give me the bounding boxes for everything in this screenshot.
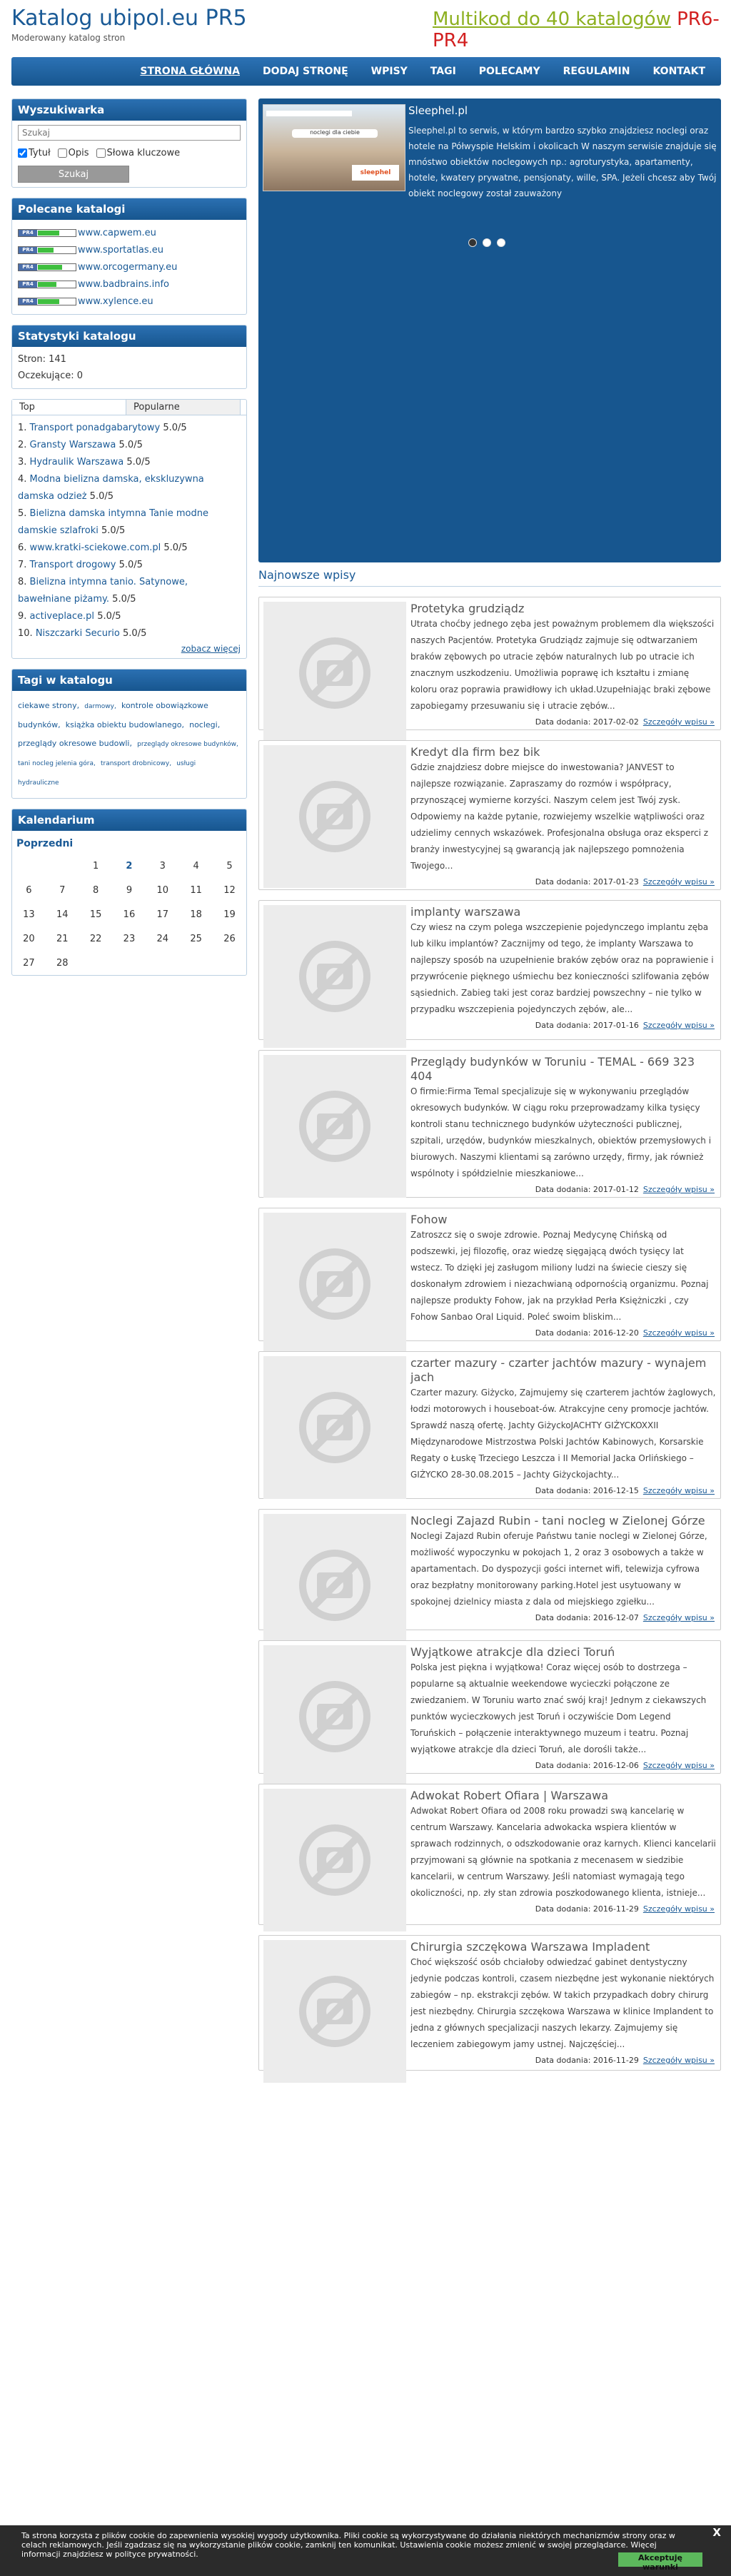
list-item-score: 5.0/5	[101, 525, 126, 536]
entry-date-label: Data dodania:	[535, 1328, 591, 1338]
tag-link[interactable]: noclegi,	[189, 720, 221, 729]
calendar-table	[12, 854, 246, 975]
list-item	[18, 420, 241, 437]
pagerank-badge	[18, 246, 76, 254]
calendar-day: 1	[92, 860, 99, 872]
tag-link[interactable]: tani nocleg jelenia góra,	[18, 760, 96, 767]
list-item-score: 5.0/5	[126, 457, 151, 468]
entry-date: 2017-01-16	[593, 1021, 639, 1030]
entry-card	[258, 900, 721, 1040]
calendar-day: 14	[56, 909, 69, 920]
entry-details-link[interactable]: Szczegóły wpisu »	[642, 1021, 715, 1030]
tab-top[interactable]: Top	[12, 400, 126, 415]
stat-waiting: Oczekujące: 0	[18, 370, 84, 381]
recommended-title: Polecane katalogi	[12, 198, 246, 220]
calendar-day: 27	[23, 957, 35, 969]
list-item-score: 5.0/5	[97, 611, 121, 622]
calendar-week	[12, 878, 246, 902]
tag-link[interactable]: usługi hydrauliczne	[18, 760, 196, 787]
slide-text: Sleephel.pl to serwis, w którym bardzo szybko znajdziesz noclegi oraz hotele na Półwyspie Helskim i okolicach W naszym serwisie znajduje się mnóstwo obiektów noclegowych np.: agroturystyka, apartamenty, hotele, kwatery prywatne, pensjonaty, wille, SPA. Jeżeli chcesz aby Twój obiekt noclegowy został zauważony	[408, 126, 717, 198]
pagerank-bar	[38, 282, 56, 287]
entry-details-link[interactable]: Szczegóły wpisu »	[642, 1761, 715, 1770]
calendar-day: 25	[190, 933, 202, 944]
calendar-day: 7	[59, 884, 66, 896]
header	[0, 0, 731, 49]
entry-details-link[interactable]: Szczegóły wpisu »	[642, 717, 715, 727]
list-item-number: 6.	[18, 542, 27, 553]
list-item	[18, 505, 241, 540]
entry-details-link[interactable]: Szczegóły wpisu »	[642, 1904, 715, 1914]
pagerank-bar	[38, 299, 59, 304]
nav-recommended[interactable]: POLECAMY	[478, 66, 540, 77]
tags-title: Tagi w katalogu	[12, 670, 246, 691]
tag-link[interactable]: kontrole obowiązkowe budynków,	[18, 701, 208, 729]
list-item-score: 5.0/5	[163, 423, 187, 433]
calendar-day: 11	[190, 884, 202, 896]
entry-date: 2017-01-12	[593, 1185, 639, 1194]
entry-details-link[interactable]: Szczegóły wpisu »	[642, 1613, 715, 1622]
no-image-icon[interactable]	[263, 1356, 406, 1499]
entry-date: 2016-12-06	[593, 1761, 639, 1770]
nav-add-site[interactable]: DODAJ STRONĘ	[263, 66, 348, 77]
tag-link[interactable]: przeglądy okresowe budynków,	[137, 741, 238, 748]
check-title-text: Tytuł	[29, 148, 51, 158]
sidebar	[11, 99, 247, 986]
recommended-link[interactable]: www.capwem.eu	[78, 227, 156, 238]
entry-title[interactable]: czarter mazury - czarter jachtów mazury - wynajem jach	[410, 1356, 707, 1384]
no-image-icon[interactable]	[263, 1055, 406, 1198]
calendar-week	[12, 926, 246, 951]
list-item	[18, 574, 241, 608]
check-desc-text: Opis	[68, 148, 89, 158]
list-item-link[interactable]: Bielizna damska intymna Tanie modne damskie szlafroki	[18, 508, 208, 536]
site-title[interactable]: Katalog ubipol.eu PR5	[11, 6, 247, 31]
check-keywords-label[interactable]	[96, 148, 181, 158]
calendar-day: 21	[56, 933, 69, 944]
entry-details-link[interactable]: Szczegóły wpisu »	[642, 877, 715, 887]
nav-tags[interactable]: TAGI	[430, 66, 456, 77]
entry-text: O firmie:Firma Temal specjalizuje się w wykonywaniu przeglądów okresowych budynków. W ciągu roku przeprowadzamy kilka tysięcy kontroli stanu technicznego budynków użyteczności publicznej, szpitali, urzędów, budynków mieszkalnych, obiektów przemysłowych i biurowych. Naszymi klientami są zarówno urzędy, firmy, jak również wspólnoty i spółdzielnie mieszkaniowe...	[410, 1086, 712, 1178]
list-item-score: 5.0/5	[112, 594, 136, 605]
toplist-more-link[interactable]: zobacz więcej	[181, 644, 241, 654]
calendar-box	[11, 809, 247, 976]
slide-image-logo: sleephel	[352, 165, 399, 181]
entry-title[interactable]: Kredyt dla firm bez bik	[410, 745, 540, 759]
entry-details-link[interactable]: Szczegóły wpisu »	[642, 1328, 715, 1338]
tag-link[interactable]: przeglądy okresowe budowli,	[18, 739, 132, 748]
pagerank-badge	[18, 229, 76, 237]
pagerank-label: PR4	[19, 281, 37, 288]
calendar-day	[113, 951, 146, 975]
no-image-icon[interactable]	[263, 602, 406, 744]
calendar-day: 20	[23, 933, 35, 944]
no-image-icon[interactable]	[263, 1645, 406, 1788]
entry-date-label: Data dodania:	[535, 1185, 591, 1194]
recommended-item	[18, 276, 241, 293]
calendar-day: 23	[123, 933, 136, 944]
calendar-title: Kalendarium	[12, 809, 246, 831]
pagerank-badge	[18, 298, 76, 305]
entry-text: Gdzie znajdziesz dobre miejsce do inwestowania? JANVEST to najlepsze rozwiązanie. Zapraszamy do rozmów i współpracy, przynoszącej wymierne korzyści. Naszym celem jest Twój zysk. Odpowiemy na każde pytanie, rozwiejemy wszelkie wątpliwości oraz udzielimy cennych wskazówek. Profesjonalna obsługa oraz eksperci z branży inwestycyjnej są gwarancją jak najlepszego pomnożenia Twojego...	[410, 762, 709, 871]
entry-details-link[interactable]: Szczegóły wpisu »	[642, 1486, 715, 1495]
recommended-item	[18, 258, 241, 276]
entry-date: 2016-11-29	[593, 2056, 639, 2065]
search-input[interactable]	[18, 125, 241, 141]
entry-card	[258, 1050, 721, 1198]
tag-link[interactable]: darmowy,	[84, 703, 116, 710]
slider-dot-2[interactable]	[483, 238, 491, 247]
nav-home[interactable]: STRONA GŁÓWNA	[140, 66, 240, 77]
entry-date-label: Data dodania:	[535, 2056, 591, 2065]
calendar-day	[46, 854, 79, 878]
slider-dot-3[interactable]	[497, 238, 505, 247]
calendar-day	[146, 951, 179, 975]
check-title-label[interactable]	[18, 148, 51, 158]
list-item	[18, 540, 241, 557]
list-item-number: 3.	[18, 457, 27, 468]
entry-text: Utrata choćby jednego zęba jest poważnym problemem dla większości naszych Pacjentów. Protetyka Grudziądz zajmuje się odtwarzaniem braków zębowych po utracie zębów naturalnych lub po utracie ich znacznym uszkodzeniu. Umożliwia poprawę ich kształtu i zmianę koloru oraz poprawia prawidłowy ich układ.Uzupełniając braki zębowe zapobiegamy przesuwaniu się i utracie zębów...	[410, 619, 715, 711]
entry-date-label: Data dodania:	[535, 877, 591, 887]
no-image-icon[interactable]	[263, 1940, 406, 2083]
list-item-link[interactable]: Bielizna intymna tanio. Satynowe, bawełniane piżamy.	[18, 577, 188, 605]
check-keywords-text: Słowa kluczowe	[106, 148, 181, 158]
calendar-day: 22	[89, 933, 102, 944]
pagerank-label: PR4	[19, 298, 37, 305]
search-box-title: Wyszukiwarka	[12, 99, 246, 121]
list-item-number: 4.	[18, 474, 27, 485]
search-button[interactable]: Szukaj	[18, 166, 129, 183]
search-box	[11, 99, 247, 188]
calendar-day: 4	[193, 860, 199, 872]
pagerank-badge	[18, 281, 76, 288]
list-item	[18, 608, 241, 625]
entry-text: Choć większość osób chciałoby odwiedzać gabinet dentystyczny jedynie podczas kontroli, czasem niezbędne jest wykonanie niektórych zabiegów – np. ekstrakcji zębów. W takich przypadkach dobry chirurg jest niezbędny. Chirurgia szczękowa Warszawa w klinice Implandent to jedna z głównych specjalizacji naszych lekarzy. Zajmujemy się leczeniem zabiegowym jamy ustnej. Najczęściej...	[410, 1957, 715, 2049]
entry-date: 2017-01-23	[593, 877, 639, 887]
close-icon[interactable]: X	[712, 2526, 721, 2539]
list-item-score: 5.0/5	[119, 440, 143, 450]
recommended-link[interactable]: www.badbrains.info	[78, 278, 170, 290]
no-image-icon[interactable]	[263, 1213, 406, 1355]
entry-card	[258, 740, 721, 890]
list-item-link[interactable]: Transport ponadgabarytowy	[29, 423, 161, 433]
pagerank-label: PR4	[19, 230, 37, 236]
list-item-score: 5.0/5	[89, 491, 114, 502]
entry-title[interactable]: Protetyka grudziądz	[410, 602, 525, 615]
entry-card	[258, 1351, 721, 1499]
entry-date-label: Data dodania:	[535, 1486, 591, 1495]
list-item-number: 1.	[18, 423, 27, 433]
nav-entries[interactable]: WPISY	[370, 66, 408, 77]
entry-date-label: Data dodania:	[535, 1761, 591, 1770]
tag-link[interactable]: transport drobnicowy,	[100, 760, 172, 767]
no-image-icon[interactable]	[263, 905, 406, 1048]
pagerank-bar	[38, 231, 59, 236]
calendar-day: 28	[56, 957, 69, 969]
cookie-bar	[0, 2525, 731, 2576]
entry-card	[258, 1935, 721, 2071]
calendar-prev-link[interactable]: Poprzedni	[16, 838, 74, 849]
no-image-icon[interactable]	[263, 1514, 406, 1657]
list-item	[18, 471, 241, 505]
entry-title[interactable]: Adwokat Robert Ofiara | Warszawa	[410, 1789, 608, 1802]
list-item-link[interactable]: www.kratki-sciekowe.com.pl	[29, 542, 161, 553]
pagerank-badge	[18, 263, 76, 271]
promo-red-text[interactable]: PR6-PR4	[433, 9, 720, 51]
calendar-day: 13	[23, 909, 35, 920]
top-list	[12, 415, 246, 644]
list-item-link[interactable]: Hydraulik Warszawa	[29, 457, 124, 468]
calendar-day: 8	[92, 884, 99, 896]
calendar-day: 5	[226, 860, 233, 872]
recommended-item	[18, 293, 241, 310]
entry-title[interactable]: Noclegi Zajazd Rubin - tani nocleg w Zielonej Górze	[410, 1514, 705, 1527]
entry-text: Czy wiesz na czym polega wszczepienie pojedynczego implantu zęba lub kilku implantów? Zacznijmy od tego, że implanty Warszawa to najlepszy sposób na uzupełnienie braków zębów oraz na poprawienie i przywrócenie pięknego uśmiechu bez konieczności szlifowania zębów sąsiednich. Zabieg taki jest coraz bardziej powszechny – nie tylko w przypadku wszczepienia pojedynczych zębów, ale...	[410, 922, 714, 1014]
slide-image-caption: noclegi dla ciebie	[292, 129, 378, 138]
entry-date-label: Data dodania:	[535, 717, 591, 727]
recommended-item	[18, 241, 241, 258]
slide-image[interactable]	[263, 104, 405, 191]
pagerank-label: PR4	[19, 264, 37, 271]
entry-card	[258, 1640, 721, 1774]
list-item-link[interactable]: activeplace.pl	[29, 611, 95, 622]
entry-card	[258, 1784, 721, 1925]
entry-title[interactable]: implanty warszawa	[410, 905, 521, 919]
latest-entries-title: Najnowsze wpisy	[258, 568, 721, 587]
entry-date: 2016-12-20	[593, 1328, 639, 1338]
stats-box	[11, 325, 247, 389]
calendar-day[interactable]: 2	[126, 860, 133, 872]
nav-rules[interactable]: REGULAMIN	[563, 66, 630, 77]
promo-green-text[interactable]: Multikod do 40 katalogów	[433, 9, 671, 30]
recommended-link[interactable]: www.xylence.eu	[78, 296, 153, 307]
list-item-number: 10.	[18, 628, 33, 639]
list-item-score: 5.0/5	[163, 542, 188, 553]
entry-date-label: Data dodania:	[535, 1613, 591, 1622]
calendar-day: 26	[223, 933, 236, 944]
list-item-link[interactable]: Transport drogowy	[29, 560, 116, 570]
calendar-day: 12	[223, 884, 236, 896]
stat-pages: Stron: 141	[18, 354, 66, 365]
calendar-day: 24	[156, 933, 169, 944]
calendar-day: 19	[223, 909, 236, 920]
recommended-item	[18, 224, 241, 241]
entry-card	[258, 597, 721, 730]
featured-slider	[258, 99, 721, 562]
tab-popular[interactable]: Popularne	[126, 400, 241, 415]
entry-title[interactable]: Wyjątkowe atrakcje dla dzieci Toruń	[410, 1645, 615, 1659]
entry-text: Adwokat Robert Ofiara od 2008 roku prowadzi swą kancelarię w centrum Warszawy. Kancelaria adwokacka wspiera klientów w sprawach rodzinnych, o odszkodowanie oraz karnych. Klienci kancelarii przyjmowani są głównie na spotkania z mecenasem w siedzibie kancelarii, w centrum Warszawy. Jeśli natomiast wymagają tego okoliczności, np. zły stan zdrowia poszkodowanego klienta, istnieje...	[410, 1806, 716, 1898]
entry-date: 2016-12-07	[593, 1613, 639, 1622]
main-nav	[11, 57, 721, 86]
entry-text: Czarter mazury. Giżycko, Zajmujemy się czarterem jachtów żaglowych, łodzi motorowych i houseboat-ów. Atrakcyjne ceny promocje jachtów. Sprawdź naszą ofertę. Jachty GiżyckoJACHTY GIŻYCKOXXII Międzynarodowe Mistrzostwa Polski Jachtów Kabinowych, Korsarskie Regaty o Łuskę Trzeciego Leszcza i II Memorial Jacka Orlińskiego – GIŻYCKO 28-30.08.2015 – Jachty Giżyckojachty...	[410, 1388, 716, 1480]
list-item-link[interactable]: Gransty Warszawa	[29, 440, 116, 450]
list-item-score: 5.0/5	[119, 560, 143, 570]
slider-dot-1[interactable]	[468, 238, 477, 247]
entry-date-label: Data dodania:	[535, 1021, 591, 1030]
entry-card	[258, 1509, 721, 1630]
list-item-number: 8.	[18, 577, 27, 587]
list-item-number: 2.	[18, 440, 27, 450]
tag-link[interactable]: książka obiektu budowlanego,	[65, 720, 184, 729]
slider-dots	[468, 238, 505, 247]
site-subtitle: Moderowany katalog stron	[11, 33, 126, 43]
nav-contact[interactable]: KONTAKT	[652, 66, 705, 77]
calendar-day: 16	[123, 909, 136, 920]
pagerank-label: PR4	[19, 247, 37, 253]
check-title[interactable]	[18, 148, 27, 158]
pagerank-bar	[38, 265, 62, 270]
recommended-link[interactable]: www.orcogermany.eu	[78, 261, 178, 273]
list-item	[18, 437, 241, 454]
entry-text: Polska jest piękna i wyjątkowa! Coraz więcej osób to dostrzega – popularne są aktualnie weekendowe wycieczki połączone ze zwiedzaniem. W Toruniu warto znać swój kraj! Jednym z ciekawszych punktów wycieczkowych jest Toruń i oczywiście Dom Legend Toruńskich – połączenie interaktywnego muzeum i teatru. Poznaj wyjątkowe atrakcje dla dzieci Toruń, ale dorośli także...	[410, 1662, 707, 1754]
main-content	[258, 99, 721, 2071]
calendar-day	[79, 951, 113, 975]
tags-box	[11, 669, 247, 799]
toplist-box	[11, 399, 247, 659]
entry-text: Noclegi Zajazd Rubin oferuje Państwu tanie noclegi w Zielonej Górze, możliwość wypoczynku w pokojach 1, 2 oraz 3 osobowych a także w apartamentach. Do dyspozycji gości internet wifi, telewizja cyfrowa oraz bezpłatny monitorowany parking.Hotel jest usytuowany w spokojnej dzielnicy miasta z dala od miejskiego zgiełku...	[410, 1531, 707, 1607]
entry-date: 2016-12-15	[593, 1486, 639, 1495]
recommended-link[interactable]: www.sportatlas.eu	[78, 244, 164, 256]
calendar-week	[12, 951, 246, 975]
entry-details-link[interactable]: Szczegóły wpisu »	[642, 1185, 715, 1194]
calendar-day: 6	[26, 884, 32, 896]
cookie-accept-button[interactable]: Akceptuję warunki	[618, 2552, 702, 2567]
calendar-day: 10	[156, 884, 169, 896]
promo-banner[interactable]	[433, 9, 721, 51]
calendar-day	[179, 951, 213, 975]
entry-details-link[interactable]: Szczegóły wpisu »	[642, 2056, 715, 2065]
list-item-link[interactable]: Modna bielizna damska, ekskluzywna damska odzież	[18, 474, 204, 502]
calendar-day: 9	[126, 884, 133, 896]
list-item-number: 5.	[18, 508, 27, 519]
list-item-number: 7.	[18, 560, 27, 570]
list-item-link[interactable]: Niszczarki Securio	[35, 628, 120, 639]
list-item	[18, 557, 241, 574]
no-image-icon[interactable]	[263, 1789, 406, 1931]
entry-title[interactable]: Fohow	[410, 1213, 448, 1226]
recommended-box	[11, 198, 247, 315]
stats-title: Statystyki katalogu	[12, 325, 246, 347]
entry-card	[258, 1208, 721, 1341]
calendar-week	[12, 902, 246, 926]
slide-title[interactable]: Sleephel.pl	[408, 104, 468, 117]
calendar-day: 3	[159, 860, 166, 872]
check-keywords[interactable]	[96, 148, 106, 158]
calendar-day: 15	[89, 909, 102, 920]
list-item-score: 5.0/5	[123, 628, 147, 639]
entry-title[interactable]: Chirurgia szczękowa Warszawa Impladent	[410, 1940, 650, 1954]
calendar-day	[213, 951, 246, 975]
list-item-number: 9.	[18, 611, 27, 622]
pagerank-bar	[38, 248, 54, 253]
calendar-day: 18	[190, 909, 202, 920]
no-image-icon[interactable]	[263, 745, 406, 888]
calendar-week	[12, 854, 246, 878]
check-desc-label[interactable]	[58, 148, 89, 158]
entry-date-label: Data dodania:	[535, 1904, 591, 1914]
entry-text: Zatroszcz się o swoje zdrowie. Poznaj Medycynę Chińską od podszewki, jej filozofię, oraz wiedzę sięgającą dwóch tysięcy lat wstecz. To dzięki jej zasługom miliony ludzi na świecie cieszy się doskonałym zdrowiem i niezachwianą odpornością organizmu. Poznaj najlepsze produkty Fohow, jak na przykład Perła Księżniczki , czy Fohow Sanbao Oral Liquid. Poleć swoim bliskim...	[410, 1230, 709, 1322]
check-desc[interactable]	[58, 148, 67, 158]
cookie-text: Ta strona korzysta z plików cookie do zapewnienia wysokiej wygody użytkownika. Pliki cookie są wykorzystywane do działania niektórych mechanizmów strony oraz w celach reklamowych. Jeśli zgadzasz się na wykorzystanie plików cookie, zamknij ten komunikat. Ustawienia cookie możesz zmienić w swojej przeglądarce. Więcej informacji znajdziesz w polityce prywatności.	[21, 2531, 675, 2559]
entry-date: 2016-11-29	[593, 1904, 639, 1914]
list-item	[18, 625, 241, 642]
entry-title[interactable]: Przeglądy budynków w Toruniu - TEMAL - 669 323 404	[410, 1055, 695, 1083]
tag-link[interactable]: ciekawe strony,	[18, 701, 80, 710]
list-item	[18, 454, 241, 471]
entries-list	[258, 597, 721, 2071]
calendar-day: 17	[156, 909, 169, 920]
entry-date: 2017-02-02	[593, 717, 639, 727]
calendar-day	[12, 854, 46, 878]
